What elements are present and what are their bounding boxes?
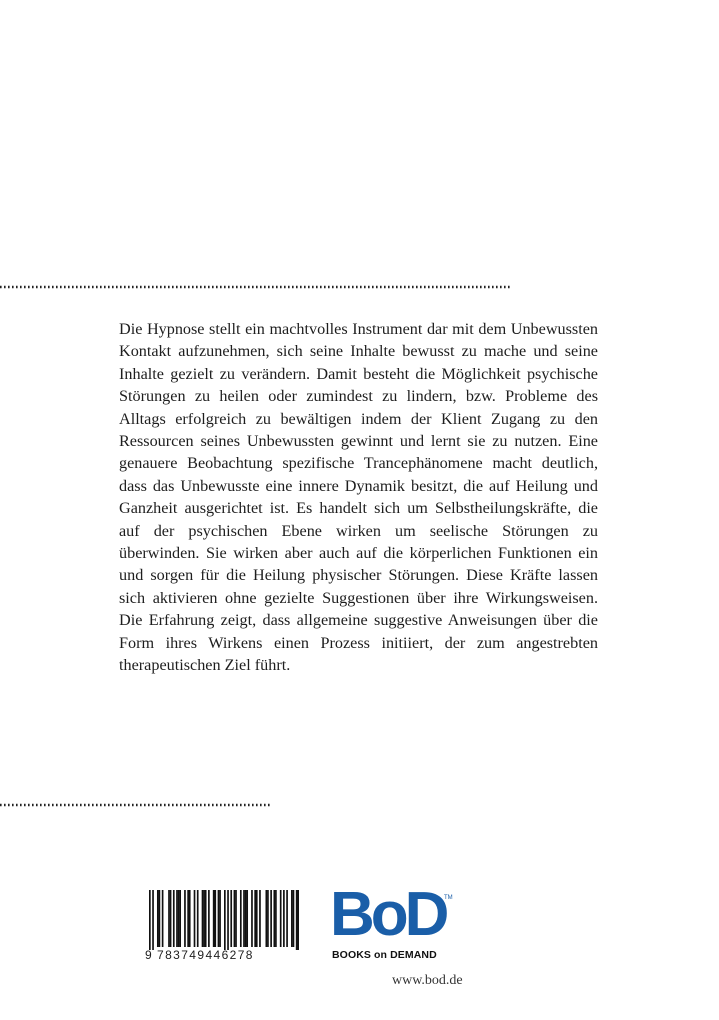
barcode-bar bbox=[184, 890, 186, 947]
dotted-divider-top bbox=[0, 285, 512, 289]
barcode-bar bbox=[234, 890, 236, 947]
barcode-bar bbox=[243, 890, 245, 947]
barcode-bar bbox=[256, 890, 258, 947]
bod-logo-mark: BoD bbox=[330, 880, 446, 949]
barcode-bar bbox=[149, 890, 151, 950]
barcode-bar bbox=[214, 890, 216, 947]
barcode-bar bbox=[208, 890, 210, 947]
bod-logo bbox=[330, 880, 455, 963]
barcode-bar bbox=[251, 890, 253, 947]
barcode-bar bbox=[159, 890, 161, 947]
barcode-bar bbox=[240, 890, 242, 947]
barcode-bar bbox=[273, 890, 275, 947]
barcode-bar bbox=[178, 890, 180, 947]
barcode-bar bbox=[203, 890, 205, 947]
barcode-bar bbox=[224, 890, 226, 950]
barcode-bar bbox=[205, 890, 207, 947]
bod-logo-subtitle: BOOKS on DEMAND bbox=[332, 949, 437, 961]
barcode-bar bbox=[267, 890, 269, 947]
barcode-bar bbox=[283, 890, 285, 947]
barcode-bar bbox=[170, 890, 172, 947]
barcode-bar bbox=[173, 890, 175, 947]
barcode-bars bbox=[149, 890, 299, 950]
barcode-bar bbox=[227, 890, 229, 950]
barcode-bar bbox=[218, 890, 220, 947]
barcode-bar bbox=[286, 890, 288, 947]
barcode-bar bbox=[280, 890, 282, 947]
barcode-bar bbox=[157, 890, 159, 947]
barcode-bar bbox=[265, 890, 267, 947]
barcode-bar bbox=[168, 890, 170, 947]
barcode-bar bbox=[230, 890, 232, 947]
barcode-bar bbox=[275, 890, 277, 947]
barcode-bar bbox=[245, 890, 247, 947]
barcode-bar bbox=[197, 890, 199, 947]
barcode-bar bbox=[189, 890, 191, 947]
trademark-symbol: TM bbox=[444, 895, 453, 901]
barcode-bar bbox=[291, 890, 293, 947]
barcode-bar bbox=[179, 890, 181, 947]
isbn-barcode bbox=[145, 890, 299, 964]
barcode-bar bbox=[194, 890, 196, 947]
barcode-bar bbox=[254, 890, 256, 947]
dotted-divider-bottom bbox=[0, 803, 272, 807]
barcode-bar bbox=[235, 890, 237, 947]
barcode-bar bbox=[162, 890, 164, 947]
publisher-url[interactable]: www.bod.de bbox=[392, 973, 463, 988]
isbn-digits: 783749446278 bbox=[157, 948, 254, 962]
barcode-bar bbox=[187, 890, 189, 947]
barcode-bar bbox=[202, 890, 204, 947]
barcode-bar bbox=[176, 890, 178, 947]
barcode-bar bbox=[296, 890, 298, 950]
barcode-bar bbox=[213, 890, 215, 947]
back-cover-blurb: Die Hypnose stellt ein machtvolles Instrument dar mit dem Unbewussten Kontakt aufzunehmen, sich seine Inhalte bewusst zu mache und seine Inhalte gezielt zu verändern. Damit besteht die Möglichkeit psychische Störungen zu heilen oder zumindest zu lindern, bzw. Probleme des Alltags erfolgreich zu bewältigen indem der Klient Zugang zu den Ressourcen seines Unbewussten gewinnt und lernt sie zu nutzen. Eine genauere Beobachtung spezifische Trancephänomene macht deutlich, dass das Unbewusste eine innere Dynamik besitzt, die auf Heilung und Ganzheit ausgerichtet ist. Es handelt sich um Selbstheilungskräfte, die auf der psychischen Ebene wirken um seelische Störungen zu überwinden. Sie wirken aber auch auf die körperlichen Funktionen ein und sorgen für die Heilung physischer Störungen. Diese Kräfte lassen sich aktivieren ohne gezielte Suggestionen über ihre Wirkungsweisen. Die Erfahrung zeigt, dass allgemeine suggestive Anweisungen über die Form ihres Wirkens einen Prozess initiiert, der zum angestrebten therapeutischen Ziel führt. bbox=[119, 320, 598, 675]
barcode-bar bbox=[259, 890, 261, 947]
barcode-bar bbox=[270, 890, 272, 947]
barcode-bar bbox=[219, 890, 221, 947]
barcode-bar bbox=[246, 890, 248, 947]
isbn-first-digit: 9 bbox=[145, 948, 152, 962]
barcode-bar bbox=[293, 890, 295, 947]
barcode-bar bbox=[152, 890, 154, 950]
barcode-bar bbox=[297, 890, 299, 950]
